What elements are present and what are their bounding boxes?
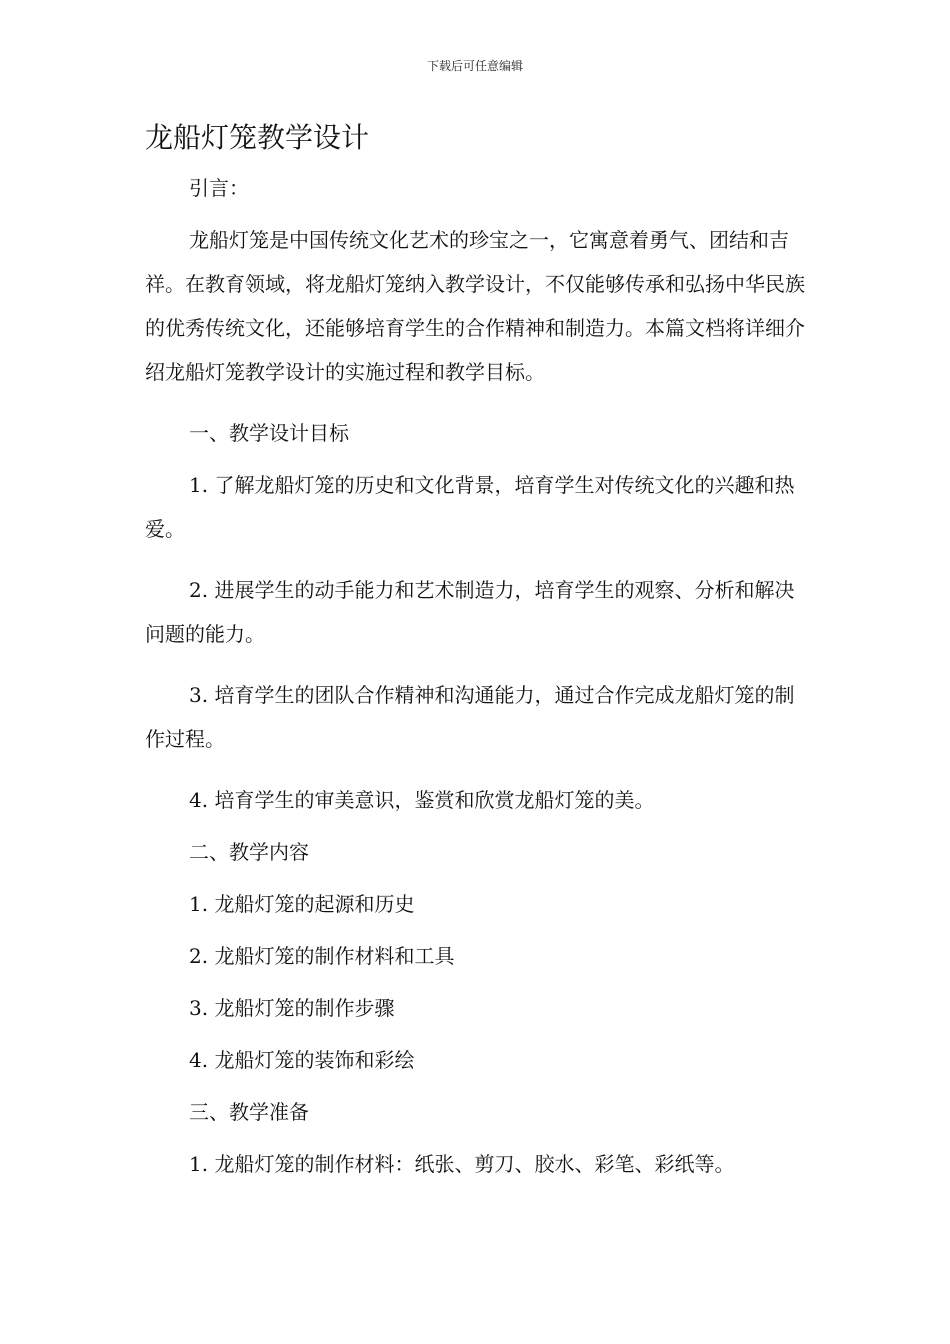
list-item-content-4: 4. 龙船灯笼的装饰和彩绘 <box>189 1048 415 1072</box>
list-item-goal-2: 2. 进展学生的动手能力和艺术制造力，培育学生的观察、分析和解决问题的能力。 <box>145 578 795 646</box>
paragraph-intro-label: 引言： <box>189 176 249 200</box>
section-heading-goals: 一、教学设计目标 <box>189 421 349 445</box>
list-item-content-1: 1. 龙船灯笼的起源和历史 <box>189 892 415 916</box>
section-heading-content: 二、教学内容 <box>189 840 309 864</box>
paragraph-intro: 龙船灯笼是中国传统文化艺术的珍宝之一，它寓意着勇气、团结和吉祥。在教育领域，将龙船灯笼纳入教学设计，不仅能够传承和弘扬中华民族的优秀传统文化，还能够培育学生的合作精神和制造力。本篇文档将详细介绍龙船灯笼教学设计的实施过程和教学目标。 <box>145 228 805 384</box>
document-title: 龙船灯笼教学设计 <box>145 121 370 154</box>
list-item-content-2: 2. 龙船灯笼的制作材料和工具 <box>189 944 455 968</box>
list-item-content-3: 3. 龙船灯笼的制作步骤 <box>189 996 395 1020</box>
list-item-goal-1: 1. 了解龙船灯笼的历史和文化背景，培育学生对传统文化的兴趣和热爱。 <box>145 473 795 541</box>
section-heading-preparation: 三、教学准备 <box>189 1100 309 1124</box>
header-note: 下载后可任意编辑 <box>426 59 523 73</box>
document-body <box>145 166 807 1194</box>
list-item-goal-4: 4. 培育学生的审美意识，鉴赏和欣赏龙船灯笼的美。 <box>189 788 655 812</box>
list-item-preparation-1: 1. 龙船灯笼的制作材料：纸张、剪刀、胶水、彩笔、彩纸等。 <box>189 1152 735 1176</box>
list-item-goal-3: 3. 培育学生的团队合作精神和沟通能力，通过合作完成龙船灯笼的制作过程。 <box>145 683 795 751</box>
